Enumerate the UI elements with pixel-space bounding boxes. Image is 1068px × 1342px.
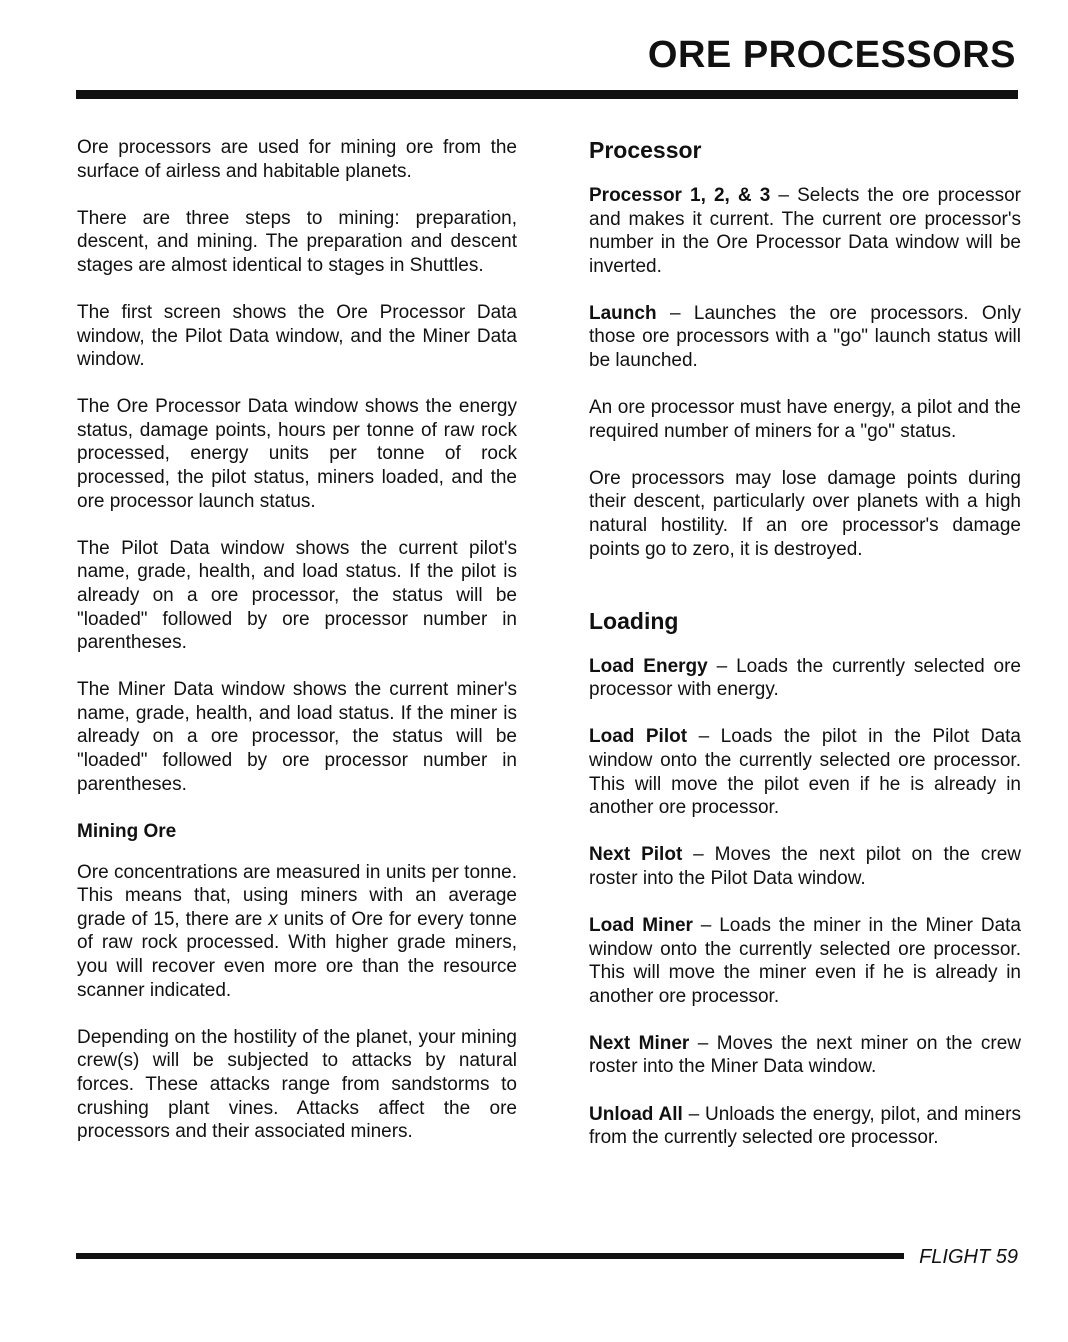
next-pilot-desc: – Moves the next pilot on the crew roster into the Pilot Data window. (589, 844, 1021, 889)
ore-processor-window-paragraph: The Ore Processor Data window shows the energy status, damage points, hours per tonne of raw rock processed, energy units per tonne of rock processed, the pilot status, miners loaded, and the ore processor launch status. (77, 396, 517, 512)
load-miner-desc: – Loads the miner in the Miner Data window onto the currently selected ore processor. This will move the miner even if he is already in another ore processor. (589, 914, 1021, 1007)
load-energy-term: Load Energy (589, 655, 708, 677)
processor-select-term: Processor 1, 2, & 3 (589, 185, 771, 206)
load-miner-term: Load Miner (589, 914, 693, 936)
processor-select-item (589, 184, 1021, 278)
next-miner-item (589, 1032, 1021, 1079)
load-miner-item (589, 914, 1021, 1008)
go-status-paragraph: An ore processor must have energy, a pilot and the required number of miners for a "go" status. (589, 397, 1021, 442)
page-footer-label: FLIGHT 59 (919, 1246, 1018, 1268)
load-pilot-desc: – Loads the pilot in the Pilot Data window onto the currently selected ore processor. This will move the pilot even if he is already in another ore processor. (589, 726, 1021, 819)
pilot-window-paragraph: The Pilot Data window shows the current pilot's name, grade, health, and load status. If the pilot is already on a ore processor, the status will be "loaded" followed by ore processor number in parentheses. (77, 537, 517, 654)
next-miner-desc: – Moves the next miner on the crew roster into the Miner Data window. (589, 1032, 1021, 1078)
mining-ore-heading: Mining Ore (77, 820, 177, 842)
page-title: ORE PROCESSORS (647, 34, 1016, 76)
ore-concentration-variable: x (268, 908, 278, 930)
load-pilot-term: Load Pilot (589, 726, 688, 748)
load-energy-desc: – Loads the currently selected ore processor with energy. (589, 655, 1021, 701)
next-miner-term: Next Miner (589, 1032, 690, 1054)
launch-term: Launch (589, 302, 657, 324)
ore-concentration-paragraph (77, 861, 517, 1003)
footer-rule (76, 1253, 904, 1259)
right-column (589, 136, 1021, 1173)
next-pilot-item (589, 843, 1021, 890)
load-energy-item (589, 655, 1021, 702)
ore-concentration-text-2: units of Ore for every tonne of raw rock processed. With higher grade miners, you will recover even more ore than the resource scanner indicated. (77, 908, 517, 1001)
hostility-paragraph: Depending on the hostility of the planet, your mining crew(s) will be subjected to attacks by natural forces. These attacks range from sandstorms to crushing plant vines. Attacks affect the ore processors and their associated miners. (77, 1026, 517, 1143)
header-rule (76, 90, 1018, 99)
unload-all-item (589, 1103, 1021, 1150)
miner-window-paragraph: The Miner Data window shows the current miner's name, grade, health, and load status. If the miner is already on a ore processor, the status will be "loaded" followed by ore processor number in parentheses. (77, 679, 517, 795)
load-pilot-item (589, 725, 1021, 819)
intro-paragraph: Ore processors are used for mining ore from the surface of airless and habitable planets. (77, 137, 517, 182)
processor-select-desc: – Selects the ore processor and makes it current. The current ore processor's number in the Ore Processor Data window will be inverted. (589, 185, 1021, 277)
left-column (77, 136, 517, 1167)
processor-heading: Processor (589, 137, 702, 163)
section-spacer (589, 585, 1021, 607)
unload-all-desc: – Unloads the energy, pilot, and miners from the currently selected ore processor. (589, 1103, 1021, 1149)
launch-desc: – Launches the ore processors. Only those ore processors with a "go" launch status will be launched. (589, 302, 1021, 372)
next-pilot-term: Next Pilot (589, 844, 683, 866)
mining-steps-paragraph: There are three steps to mining: preparation, descent, and mining. The preparation and descent stages are almost identical to stages in Shuttles. (77, 207, 517, 276)
ore-concentration-text-1: Ore concentrations are measured in units per tonne. This means that, using miners with an average grade of 15, there are (77, 861, 517, 930)
unload-all-term: Unload All (589, 1103, 683, 1125)
first-screen-paragraph: The first screen shows the Ore Processor Data window, the Pilot Data window, and the Miner Data window. (77, 301, 517, 371)
loading-heading: Loading (589, 607, 679, 634)
launch-item (589, 302, 1021, 373)
damage-points-paragraph: Ore processors may lose damage points during their descent, particularly over planets with a high natural hostility. If an ore processor's damage points go to zero, it is destroyed. (589, 467, 1021, 560)
